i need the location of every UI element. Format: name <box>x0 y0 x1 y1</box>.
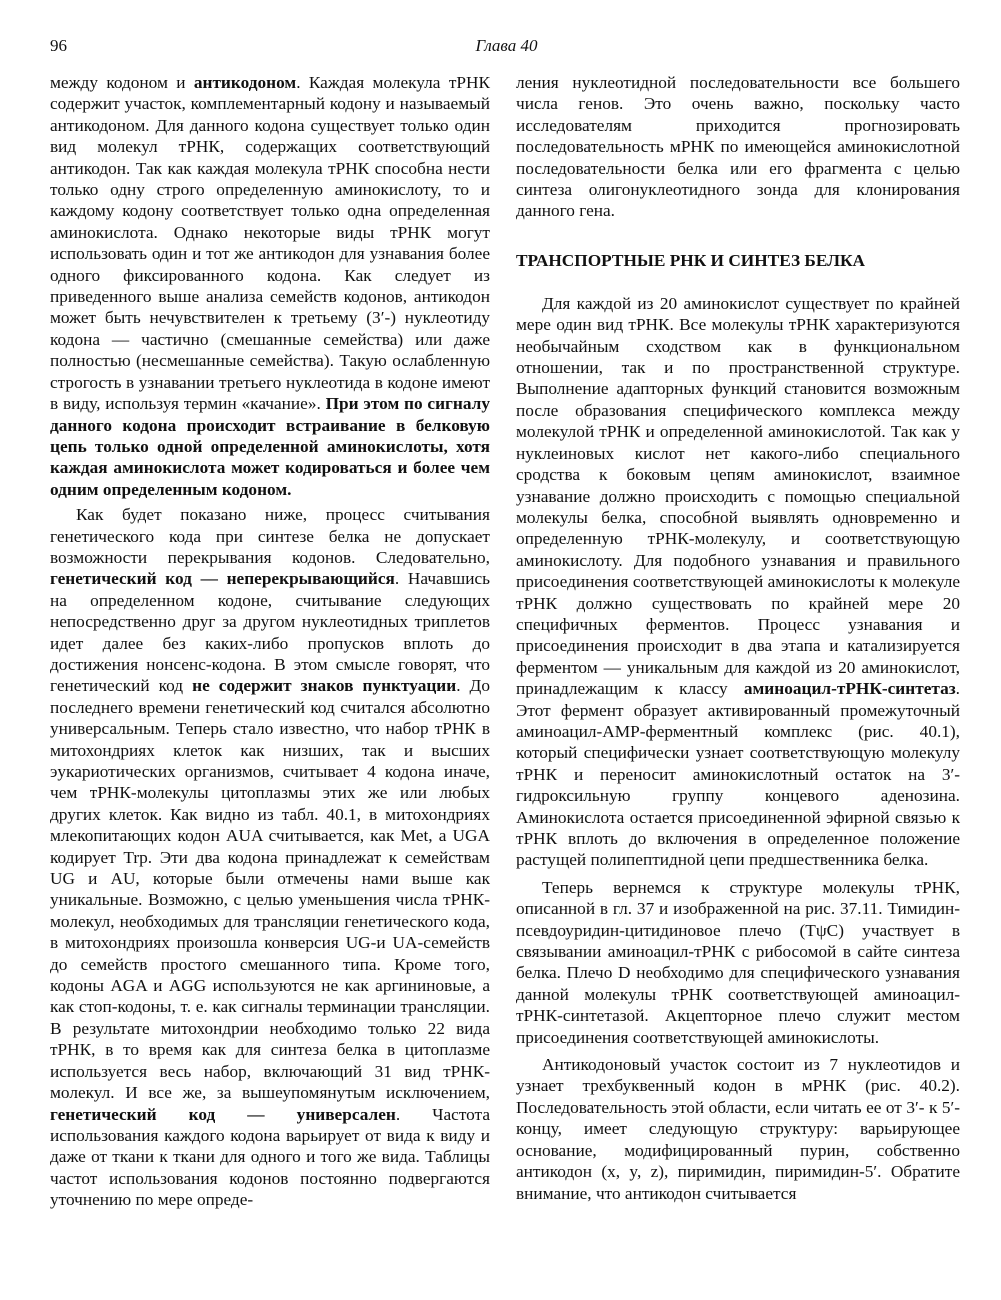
paragraph: Антикодоновый участок состоит из 7 нуклеотидов и узнает трехбуквенный кодон в мРНК (рис. 40.2). Последовательность этой области, если читать ее от 3′- к 5′-концу, имеет следующую структуру: варьирующее основание, модифицированный пурин, собственно антикодон (x, y, z), пиримидин, пиримидин-5′. Обратите внимание, что антикодон считывается <box>516 1055 960 1203</box>
paragraph: Теперь вернемся к структуре молекулы тРНК, описанной в гл. 37 и изображенной на рис. 37.11. Тимидин-псевдоуридин-цитидиновое плечо (TψC) участвует в связывании аминоацил-тРНК с рибосомой в сайте синтеза белка. Плечо D необходимо для специфического узнавания данной молекулы тРНК соответствующей аминоацил-тРНК-синтетазой. Акцепторное плечо служит местом присоединения соответствующей аминокислоты. <box>516 877 960 1047</box>
text-span: Как будет показано ниже, процесс считывания генетического кода при синтезе белка не допускает возможности перекрывания кодонов. Следовательно, <box>50 505 490 567</box>
running-title: Глава 40 <box>475 36 538 55</box>
text-span: . Каждая молекула тРНК содержит участок, комплементарный кодону и называемый антикодоном. Для данного кодона существует только один вид молекул тРНК, содержащих соответствующий антикодон. Так как каждая молекула тРНК способна нести только одну строго определенную аминокислоту, то и каждому кодону соответствует только одна определенная аминокислота. Однако некоторые виды тРНК могут использовать один и тот же антикодон для узнавания более одного фиксированного кодона. Как следует из приведенного выше анализа семейств кодонов, антикодон может быть нечувствителен к третьему (3′-) нуклеотиду кодона — частично (смешанные семейства) или даже полностью (несмешанные семейства). Такую ослабленную строгость в узнавании третьего нуклеотида в кодоне имеют в виду, используя термин «качание». <box>50 73 490 414</box>
paragraph <box>50 504 490 1210</box>
paragraph <box>50 72 490 500</box>
bold-term: генетический код — универсален <box>50 1104 396 1124</box>
section-heading: ТРАНСПОРТНЫЕ РНК И СИНТЕЗ БЕЛКА <box>516 250 865 270</box>
bold-term: не содержит знаков пунктуации <box>192 676 457 696</box>
text-span: . Частота использования каждого кодона варьирует от вида к виду и даже от ткани к ткани для одного и того же вида. Таблицы частот использования кодонов постоянно подвергаются уточнению по мере опреде- <box>50 1104 490 1210</box>
bold-statement: При этом по сигналу данного кодона происходит встраивание в белковую цепь только одной определенной аминокислоты, хотя каждая аминокислота может кодироваться и более чем одним определенным кодоном. <box>50 394 490 499</box>
text-span: . Этот фермент образует активированный промежуточный аминоацил-AMP-ферментный комплекс (рис. 40.1), который специфически узнает соответствующую молекулу тРНК и переносит аминокислотный остаток на 3′-гидроксильную группу концевого аденозина. Аминокислота остается присоединенной эфирной связью к тРНК вплоть до включения в определенное положение растущей полипептидной цепи предшественника белка. <box>516 679 960 870</box>
bold-term: антикодоном <box>193 73 297 92</box>
page-header <box>50 36 963 58</box>
text-span: . Начавшись на определенном кодоне, считывание следующих непосредственно друг за другом нуклеотидных триплетов идет далее без каких-либо пропусков вплоть до достижения нонсенс-кодона. В этом смысле говорят, что генетический код <box>50 569 490 696</box>
left-column <box>50 72 490 1211</box>
bold-term: аминоацил-тРНК-синтетаз <box>743 679 956 699</box>
paragraph <box>516 293 960 871</box>
text-span: Для каждой из 20 аминокислот существует по крайней мере один вид тРНК. Все молекулы тРНК характеризуются необычайным сходством как в функциональном отношении, так и по пространственной структуре. Выполнение адапторных функций становится возможным после образования специфического комплекса между молекулой тРНК и определенной аминокислотой. Так как у нуклеиновых кислот нет какого-либо специального сродства к боковым цепям аминокислот, взаимное узнавание должно происходить с помощью специальной молекулы белка, способной выявлять одновременно и определенную тРНК-молекулу, и соответствующую аминокислоту. Для подобного узнавания и правильного присоединения соответствующей аминокислоты к молекуле тРНК должно существовать по крайней мере 20 специфичных ферментов. Процесс узнавания и присоединения происходит в два этапа и катализируется ферментом — уникальным для каждой из 20 аминокислот, принадлежащим к классу <box>516 293 960 699</box>
page-number: 96 <box>50 36 67 55</box>
text-span: между кодоном и <box>50 73 194 92</box>
right-column <box>516 72 960 1204</box>
bold-term: генетический код — неперекрывающийся <box>50 569 395 589</box>
text-span: . До последнего времени генетический код считался абсолютно универсальным. Теперь стало известно, что набор тРНК в митохондриях клеток как низших, так и высших эукариотических организмов, считывает 4 кодона иначе, чем тРНК-молекулы цитоплазмы этих же или любых других клеток. Как видно из табл. 40.1, в митохондриях млекопитающих кодон AUA считывается, как Met, а UGA кодирует Trp. Эти два кодона принадлежат к семействам UG и AU, которые были отмечены нами выше как уникальные. Возможно, с целью уменьшения числа тРНК-молекул, необходимых для трансляции генетического кода, в митохондриях произошла конверсия UG-и UA-семейств до семейств простого смешанного типа. Кроме того, кодоны AGA и AGG используются не как аргининовые, а как стоп-кодоны, т. е. как сигналы терминации трансляции. В результате митохондрии необходимо только 22 вида тРНК, в то время как для синтеза белка в цитоплазме используется весь набор, включающий 31 вид тРНК-молекул. И все же, за вышеупомянутым исключением, <box>50 676 490 1103</box>
paragraph: ления нуклеотидной последовательности все большего числа генов. Это очень важно, поскольку часто исследователям приходится прогнозировать последовательность мРНК по имеющейся аминокислотной последовательности белка или его фрагмента с целью синтеза олигонуклеотидного зонда для клонирования данного гена. <box>516 73 960 221</box>
